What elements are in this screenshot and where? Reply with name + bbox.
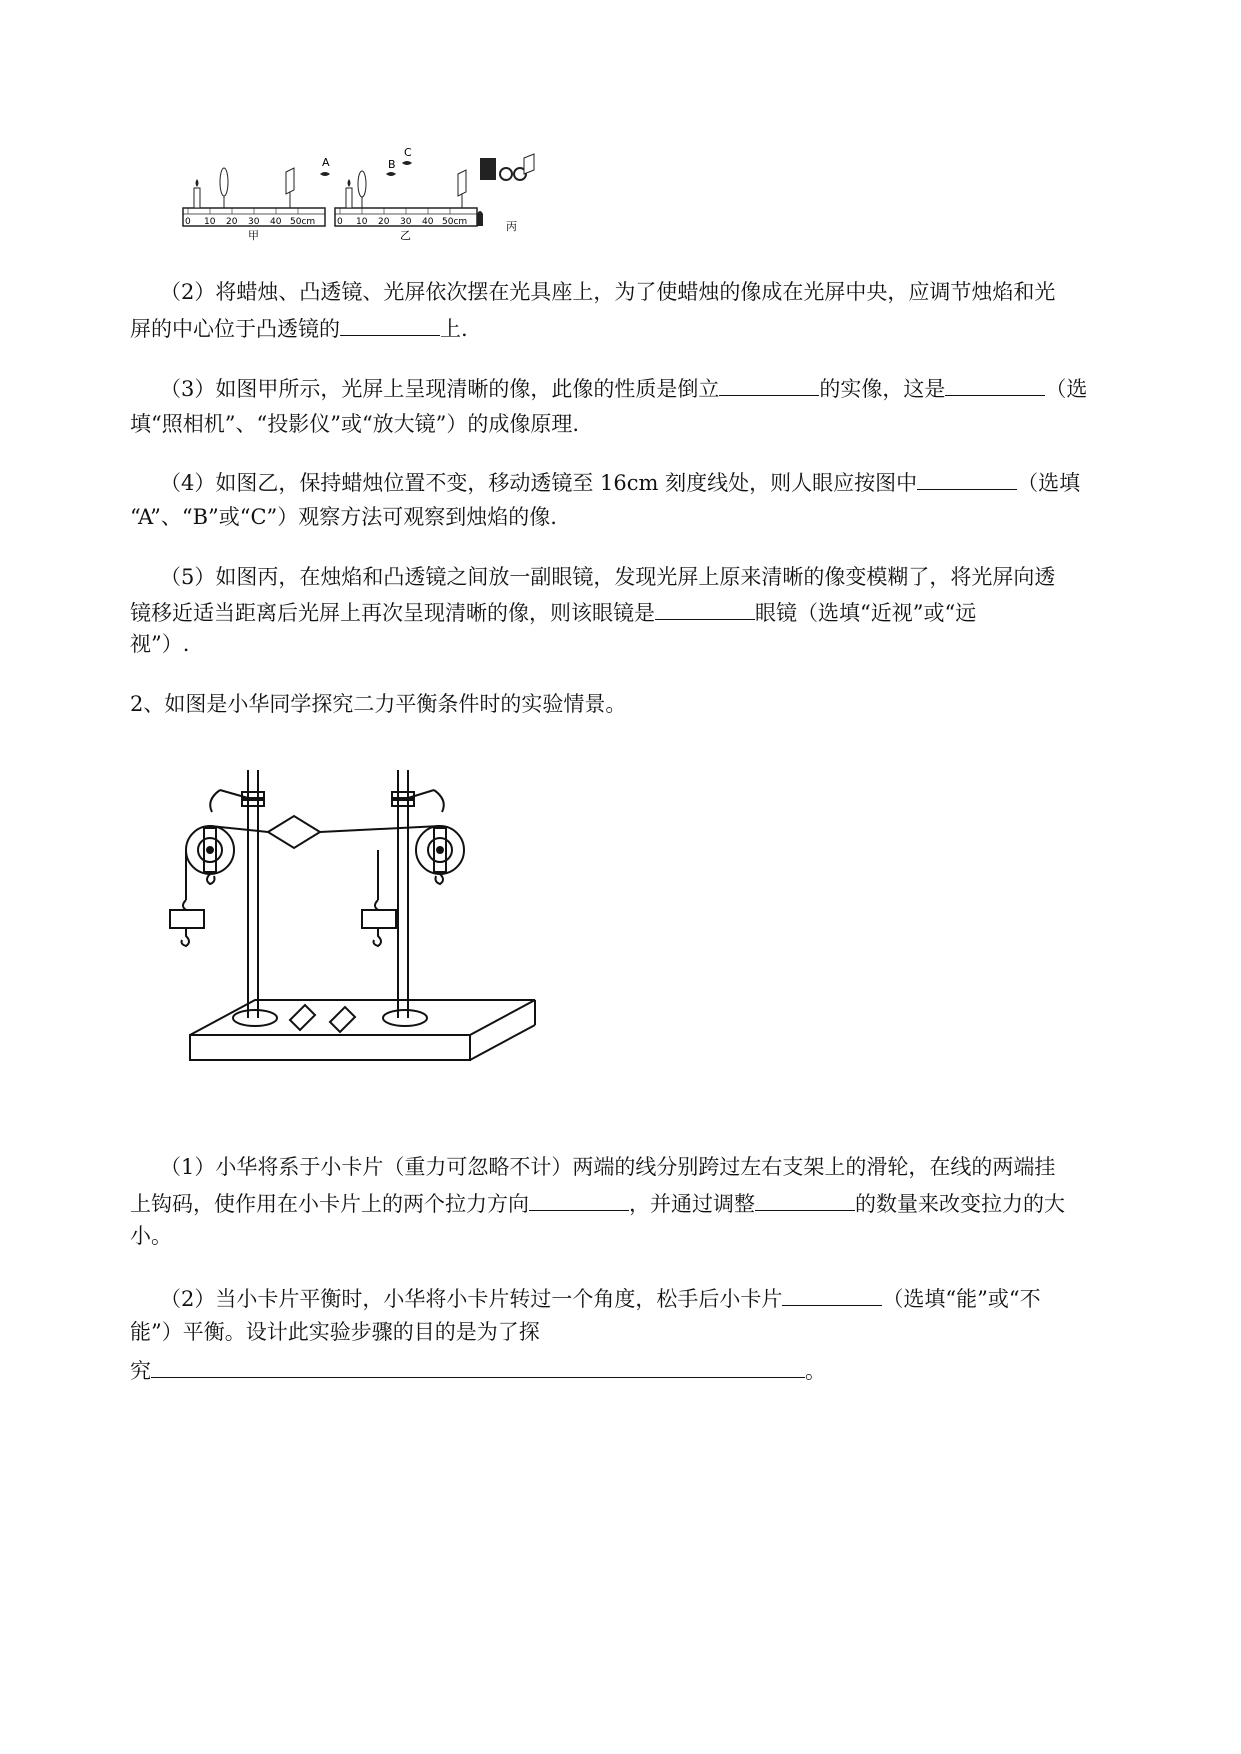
q1-part2-line2: 屏的中心位于凸透镜的 上. [130,313,468,343]
eye-label-a: A [322,156,330,169]
caption-jia: 甲 [248,229,259,242]
q2-part1-line1: （1）小华将系于小卡片（重力可忽略不计）两端的线分别跨过左右支架上的滑轮，在线的两端挂 [160,1155,1056,1179]
q1-part3-line2: 填“照相机”、“投影仪”或“放大镜”）的成像原理. [130,412,580,436]
figure-bing [477,154,534,233]
ruler-yi [320,146,477,242]
eye-label-c: C [404,146,412,159]
q1-part5-line3: 视”）. [130,632,190,656]
ruler-jia-tick: 50cm [290,217,316,227]
q1-part5-line2: 镜移近适当距离后光屏上再次呈现清晰的像，则该眼镜是 眼镜（选填“近视”或“远 [130,597,976,627]
answer-blank[interactable] [340,313,440,336]
q2-part2-line1: （2）当小卡片平衡时，小华将小卡片转过一个角度，松手后小卡片 （选填“能”或“不 [160,1283,1041,1313]
caption-bing: 丙 [506,220,517,233]
eye-label-b: B [388,158,396,171]
ruler-jia-tick: 0 [185,217,191,227]
q1-part3-line1: （3）如图甲所示，光屏上呈现清晰的像，此像的性质是倒立 的实像，这是 （选 [160,373,1087,403]
ruler-yi-tick: 50cm [442,217,468,227]
answer-blank[interactable] [917,467,1017,490]
q1-part4-line1: （4）如图乙，保持蜡烛位置不变，移动透镜至 16cm 刻度线处，则人眼应按图中 （选填 [160,467,1080,497]
answer-blank[interactable] [529,1188,629,1211]
answer-blank[interactable] [655,597,755,620]
ruler-yi-tick: 20 [378,217,390,227]
ruler-yi-tick: 30 [400,217,412,227]
ruler-yi-tick: 10 [356,217,368,227]
ruler-jia-tick: 40 [270,217,282,227]
answer-blank[interactable] [782,1283,882,1306]
answer-blank-long[interactable] [151,1355,805,1378]
answer-blank[interactable] [719,373,819,396]
q1-part2-line1: （2）将蜡烛、凸透镜、光屏依次摆在光具座上，为了使蜡烛的像成在光屏中央，应调节烛焰和光 [160,280,1056,304]
q2-part2-line3: 究 。 [130,1355,826,1385]
ruler-yi-tick: 0 [337,217,343,227]
ruler-yi-tick: 40 [422,217,434,227]
answer-blank[interactable] [755,1188,855,1211]
q1-part5-line1: （5）如图丙，在烛焰和凸透镜之间放一副眼镜，发现光屏上原来清晰的像变模糊了，将光屏向透 [160,565,1056,589]
ruler-jia-tick: 10 [204,217,216,227]
q2-part2-line2: 能”）平衡。设计此实验步骤的目的是为了探 [130,1320,540,1344]
optics-figure [180,146,580,268]
q2-title: 2、如图是小华同学探究二力平衡条件时的实验情景。 [130,692,627,716]
q2-part1-line3: 小。 [130,1224,172,1248]
q2-part1-line2: 上钩码，使作用在小卡片上的两个拉力方向 ，并通过调整 的数量来改变拉力的大 [130,1188,1065,1218]
caption-yi: 乙 [400,229,411,242]
answer-blank[interactable] [945,373,1045,396]
ruler-jia-tick: 20 [226,217,238,227]
balance-apparatus-figure [180,760,540,1140]
q1-part4-line2: “A”、“B”或“C”）观察方法可观察到烛焰的像. [130,505,557,529]
ruler-jia [183,168,325,242]
ruler-jia-tick: 30 [248,217,260,227]
